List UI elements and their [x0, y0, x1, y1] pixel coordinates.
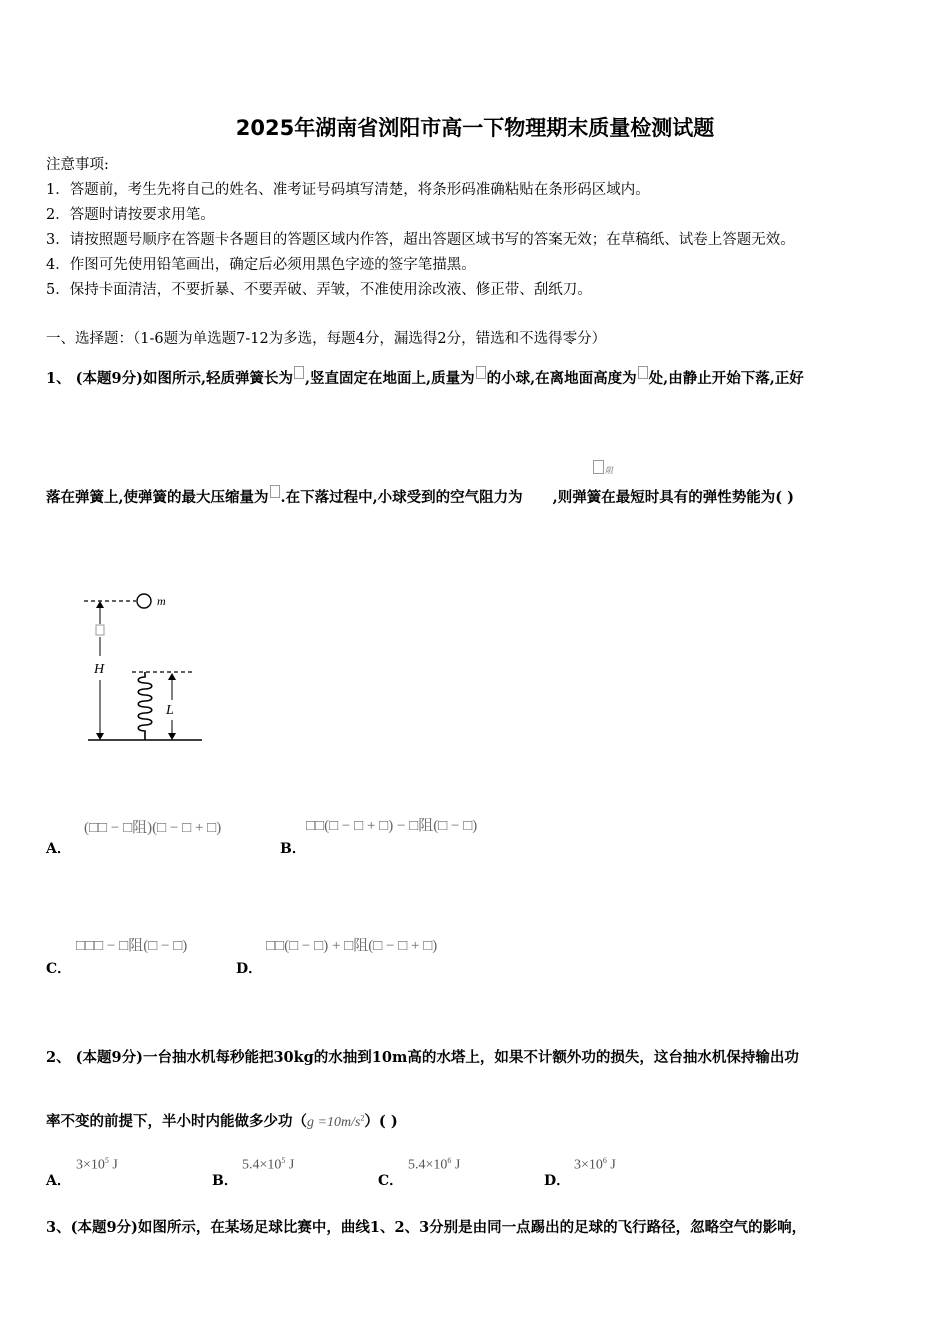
- notice-item: 5．保持卡面清洁，不要折暴、不要弄破、弄皱，不准使用涂改液、修正带、刮纸刀。: [46, 282, 592, 298]
- question-2-line-1: 2、 (本题9分)一台抽水机每秒能把30kg的水抽到10m高的水塔上，如果不计额外功的损失，这台抽水机保持输出功: [46, 1049, 799, 1066]
- notice-item: 2．答题时请按要求用笔。: [46, 207, 215, 223]
- option-c-label: C．: [46, 961, 72, 977]
- option-b-label: B．: [280, 841, 306, 857]
- option-d-label: D．: [236, 961, 263, 977]
- question-1-line-2: 落在弹簧上,使弹簧的最大压缩量为 .在下落过程中,小球受到的空气阻力为 ,则弹簧在最短时具有的弹性势能为( ): [46, 485, 794, 507]
- length-label: L: [166, 703, 174, 718]
- page-title: 2025年湖南省浏阳市高一下物理期末质量检测试题: [235, 116, 715, 140]
- section-heading: 一、选择题：（1-6题为单选题7-12为多选，每题4分，漏选得2分，错选和不选得零分）: [46, 331, 607, 347]
- placeholder-glyph: [638, 366, 648, 379]
- q2-option-c-label: C．: [378, 1173, 404, 1189]
- ball-mass-label: m: [157, 594, 166, 608]
- air-resistance-symbol: 阻: [592, 458, 613, 477]
- q2-option-a-label: A．: [46, 1173, 71, 1189]
- notice-heading: 注意事项:: [46, 157, 109, 173]
- spring-figure: [80, 588, 215, 748]
- notice-item: 3．请按照题号顺序在答题卡各题目的答题区域内作答，超出答题区域书写的答案无效；在草稿纸、试卷上答题无效。: [46, 232, 795, 248]
- spring: [138, 672, 152, 740]
- placeholder-glyph: [294, 366, 304, 379]
- notice-item: 1．答题前，考生先将自己的姓名、准考证号码填写清楚，将条形码准确粘贴在条形码区域内。: [46, 182, 650, 198]
- height-label: H: [94, 662, 105, 677]
- placeholder-glyph: [476, 366, 486, 379]
- q2-option-d-value: $3\times 10^6$ J: [574, 1156, 616, 1173]
- notice-item: 4．作图可先使用铅笔画出，确定后必须用黑色字迹的签字笔描黑。: [46, 257, 476, 273]
- q2-option-b-value: $5.4\times 10^5$ J: [242, 1156, 295, 1173]
- q2-option-a-value: $3\times 10^5$ J: [76, 1156, 118, 1173]
- ball: [137, 594, 151, 608]
- option-c-formula: □□□ − □阻(□ − □): [76, 938, 188, 954]
- question-2-line-2: 率不变的前提下，半小时内能做多少功$(g =10m/s^2)$( ): [46, 1113, 398, 1130]
- option-d-formula: □□(□ − □) + □阻(□ − □ + □): [266, 938, 438, 954]
- gravity-formula: $g =10m/s^2$: [307, 1113, 365, 1130]
- option-a-label: A．: [46, 841, 71, 857]
- q2-option-b-label: B．: [212, 1173, 238, 1189]
- placeholder-glyph: [270, 485, 280, 498]
- q2-option-c-value: $5.4\times 10^6$ J: [408, 1156, 461, 1173]
- option-b-formula: □□(□ − □ + □) − □阻(□ − □): [306, 818, 478, 834]
- q2-option-d-label: D．: [544, 1173, 571, 1189]
- question-3-line-1: 3、(本题9分)如图所示，在某场足球比赛中，曲线1、2、3分别是由同一点踢出的足球的飞行路径，忽略空气的影响，: [46, 1219, 807, 1236]
- option-a-formula: (□□ − □阻)(□ − □ + □): [84, 820, 222, 836]
- question-1-line-1: 1、 (本题9分)如图所示,轻质弹簧长为 ,竖直固定在地面上,质量为 的小球,在离地面高度为 处,由静止开始下落,正好: [46, 366, 804, 388]
